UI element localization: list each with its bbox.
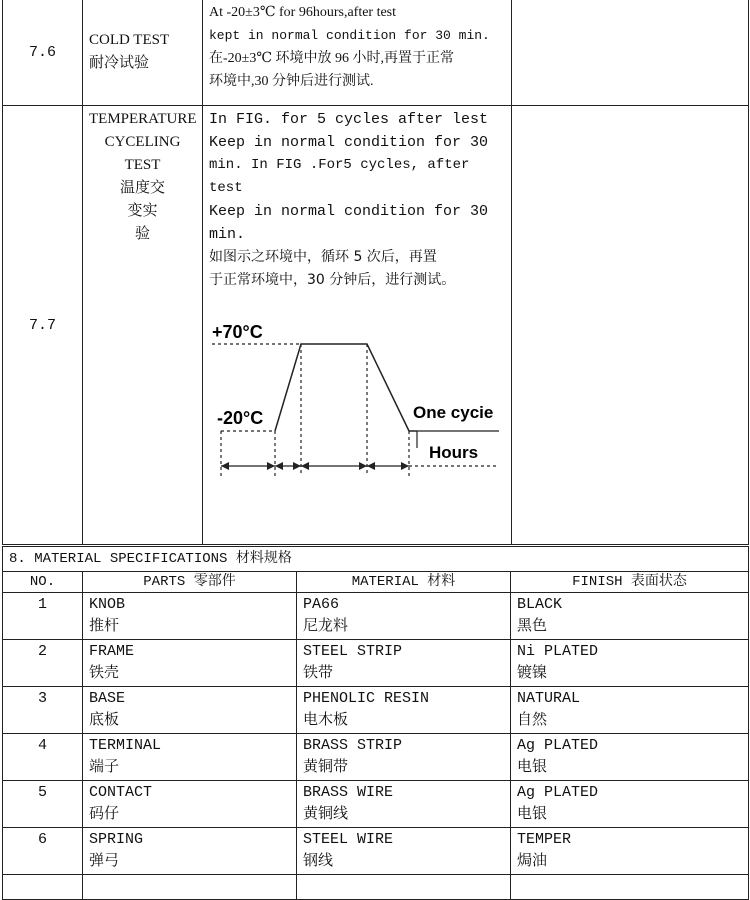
test-table [2,0,749,545]
header-material: MATERIAL 材料 [297,572,511,593]
condition-line: 环境中,30 分钟后进行测试. [209,74,374,89]
material-table [2,546,749,900]
low-temp-label: -20°C [217,408,264,428]
condition-line: 如图示之环境中，循环 5 次后，再置 [209,249,437,265]
row-part [83,593,297,640]
part-cn: 码仔 [89,806,120,823]
material-en: BRASS WIRE [303,784,394,801]
row-material [297,640,511,687]
test-number: 7.7 [3,106,83,545]
material-en: BRASS STRIP [303,737,403,754]
finish-en: NATURAL [517,690,581,707]
part-cn: 铁壳 [89,665,120,682]
test-item-line: TEMPERATURE [89,111,197,127]
header-parts: PARTS 零部件 [83,572,297,593]
row-material [297,734,511,781]
test-item-line: TEST [124,157,161,173]
condition-line: min. [209,226,246,243]
row-no: 5 [3,781,83,828]
finish-en: Ag PLATED [517,784,599,801]
material-en: PHENOLIC RESIN [303,690,430,707]
part-cn: 推杆 [89,618,120,635]
empty-cell [3,875,83,900]
test-condition [203,0,512,106]
row-no: 6 [3,828,83,875]
part-en: TERMINAL [89,737,162,754]
material-cn: 电木板 [303,712,349,729]
part-en: CONTACT [89,784,153,801]
test-item-line: 验 [134,226,150,242]
table-row [3,781,749,828]
row-material [297,687,511,734]
row-part [83,687,297,734]
condition-line: 在-20±3℃ 环境中放 96 小时,再置于正常 [209,51,455,66]
part-cn: 端子 [89,759,120,776]
table-row [3,640,749,687]
material-cn: 黄铜带 [303,759,349,776]
finish-cn: 焗油 [517,853,548,870]
table-header [3,572,749,593]
row-no: 1 [3,593,83,640]
condition-line: min. In FIG .For5 cycles, after test [209,157,470,196]
part-cn: 弹弓 [89,853,120,870]
finish-en: Ag PLATED [517,737,599,754]
part-en: BASE [89,690,126,707]
condition-line: Keep in normal condition for 30 [209,203,489,220]
test-item [83,0,203,106]
table-row [3,593,749,640]
temperature-cycle-figure [209,306,504,496]
material-en: PA66 [303,596,340,613]
test-item-line: 变实 [127,203,158,219]
table-row [3,734,749,781]
table-row [3,687,749,734]
material-cn: 黄铜线 [303,806,349,823]
empty-cell [83,875,297,900]
high-temp-label: +70°C [212,322,263,342]
row-finish [511,593,749,640]
test-remark [512,106,749,545]
finish-cn: 电银 [517,806,548,823]
row-no: 3 [3,687,83,734]
test-number: 7.6 [3,0,83,106]
condition-line: kept in normal condition for 30 min. [209,28,490,43]
material-cn: 铁带 [303,665,334,682]
material-en: STEEL STRIP [303,643,403,660]
finish-cn: 黑色 [517,618,548,635]
header-finish: FINISH 表面状态 [511,572,749,593]
condition-line: 于正常环境中，30 分钟后，进行测试。 [209,272,456,288]
empty-cell [511,875,749,900]
hours-label: Hours [429,443,479,462]
row-part [83,781,297,828]
test-item-cn: 耐冷试验 [89,55,150,71]
part-en: SPRING [89,831,144,848]
row-material [297,781,511,828]
test-row-7-7 [3,106,749,545]
row-finish [511,828,749,875]
part-en: KNOB [89,596,126,613]
finish-en: BLACK [517,596,563,613]
test-condition [203,106,512,545]
row-finish [511,640,749,687]
table-row [3,828,749,875]
material-en: STEEL WIRE [303,831,394,848]
part-en: FRAME [89,643,135,660]
finish-en: TEMPER [517,831,572,848]
empty-cell [297,875,511,900]
test-row-7-6 [3,0,749,106]
material-cn: 尼龙料 [303,618,349,635]
material-cn: 钢线 [303,853,334,870]
row-no: 4 [3,734,83,781]
row-part [83,828,297,875]
test-item-line: 温度交 [119,180,165,196]
finish-cn: 镀镍 [517,665,548,682]
finish-en: Ni PLATED [517,643,599,660]
row-material [297,593,511,640]
section-title: 8. MATERIAL SPECIFICATIONS 材料规格 [3,547,749,572]
condition-line: At -20±3℃ for 96hours,after test [209,5,397,20]
header-no: NO. [3,572,83,593]
cycle-label: One cycie [413,403,494,422]
test-item [83,106,203,545]
test-remark [512,0,749,106]
temperature-profile [275,344,409,431]
empty-row [3,875,749,900]
test-item-line: CYCELING [104,134,181,150]
row-finish [511,734,749,781]
row-no: 2 [3,640,83,687]
finish-cn: 电银 [517,759,548,776]
condition-line: Keep in normal condition for 30 [209,134,489,151]
part-cn: 底板 [89,712,120,729]
row-part [83,640,297,687]
row-material [297,828,511,875]
row-finish [511,687,749,734]
condition-line: In FIG. for 5 cycles after lest [209,111,489,128]
row-part [83,734,297,781]
row-finish [511,781,749,828]
finish-cn: 自然 [517,712,548,729]
test-item-en: COLD TEST [89,32,170,48]
